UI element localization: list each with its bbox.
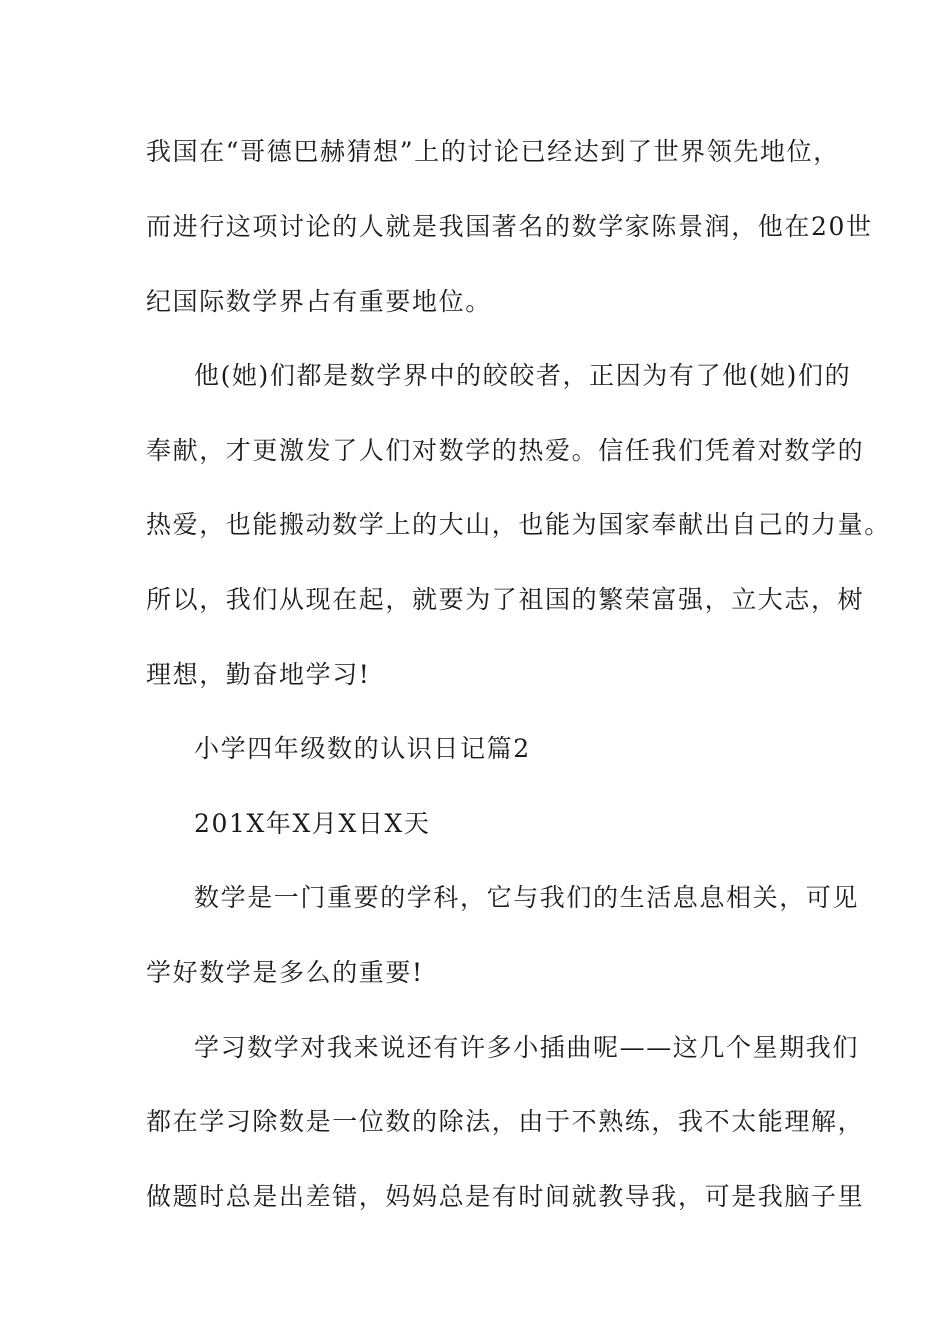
paragraph-line: 所以，我们从现在起，就要为了祖国的繁荣富强，立大志，树 (146, 585, 865, 614)
paragraph-line: 奉献，才更激发了人们对数学的热爱。信任我们凭着对数学的 (146, 436, 865, 465)
paragraph-line: 都在学习除数是一位数的除法，由于不熟练，我不太能理解， (146, 1107, 865, 1136)
paragraph-line: 学习数学对我来说还有许多小插曲呢——这几个星期我们 (194, 1033, 860, 1062)
paragraph-line: 做题时总是出差错，妈妈总是有时间就教导我，可是我脑子里 (146, 1182, 865, 1211)
diary-date: 201X年X月X日X天 (194, 809, 431, 838)
paragraph-line: 我国在“哥德巴赫猜想”上的讨论已经达到了世界领先地位， (146, 137, 840, 166)
paragraph-line: 理想，勤奋地学习! (146, 660, 371, 689)
paragraph-line: 热爱，也能搬动数学上的大山，也能为国家奉献出自己的力量。 (146, 510, 891, 539)
section-heading: 小学四年级数的认识日记篇2 (194, 734, 531, 763)
paragraph-line: 他(她)们都是数学界中的皎皎者，正因为有了他(她)们的 (194, 361, 852, 390)
paragraph-line: 数学是一门重要的学科，它与我们的生活息息相关，可见 (194, 883, 860, 912)
paragraph-line: 学好数学是多么的重要! (146, 958, 424, 987)
paragraph-line: 纪国际数学界占有重要地位。 (146, 287, 492, 316)
paragraph-line: 而进行这项讨论的人就是我国著名的数学家陈景润，他在20世 (146, 212, 873, 241)
